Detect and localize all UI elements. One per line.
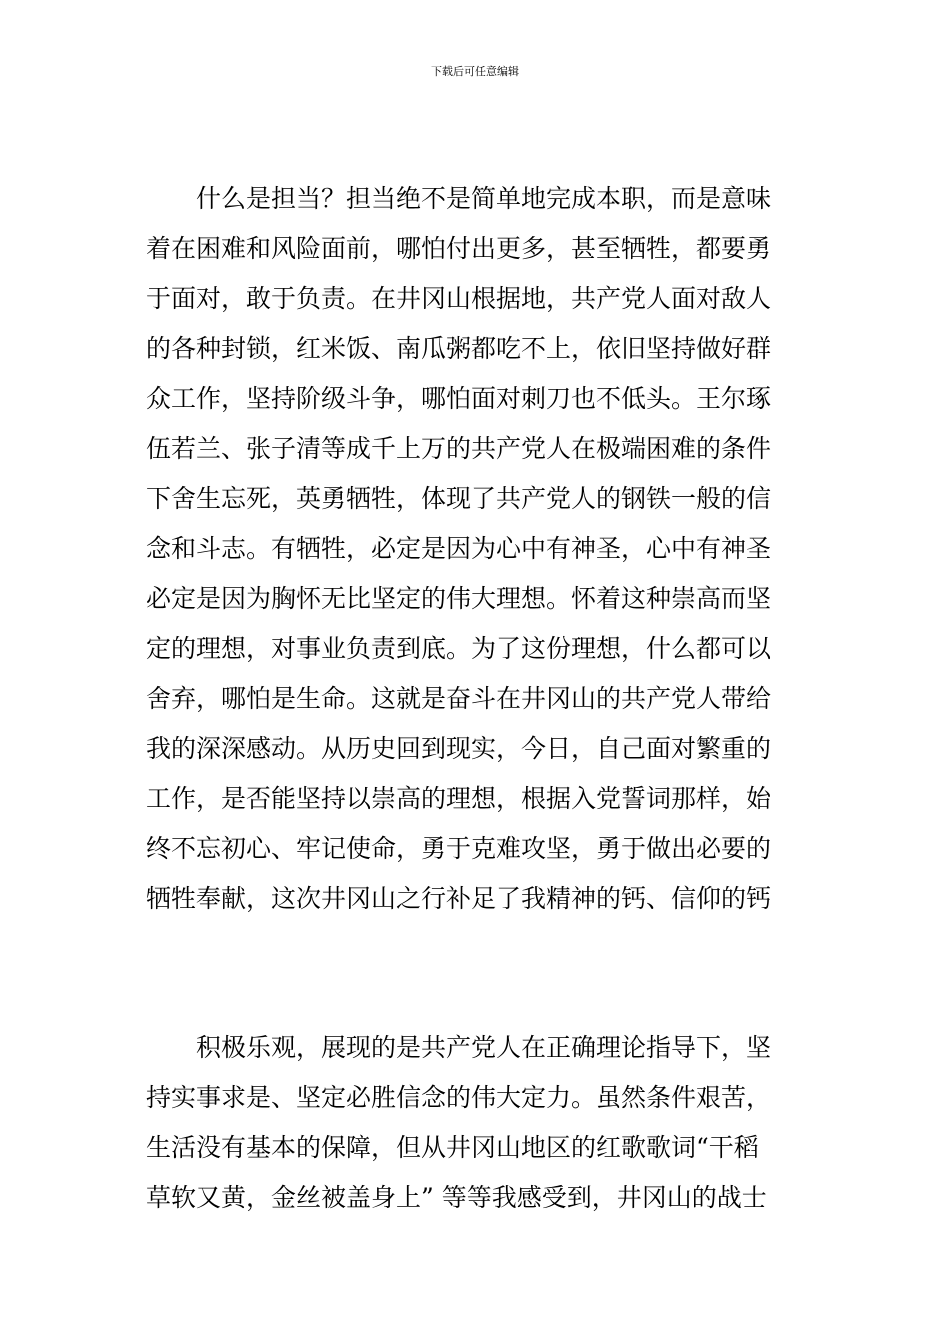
paragraph-line: 终不忘初心、牢记使命，勇于克难攻坚，勇于做出必要的 <box>146 834 772 863</box>
paragraph-line: 伍若兰、张子清等成千上万的共产党人在极端困难的条件 <box>146 434 772 463</box>
paragraph-line: 念和斗志。有牺牲，必定是因为心中有神圣，心中有神圣 <box>146 534 772 563</box>
paragraph-line: 什么是担当？担当绝不是简单地完成本职，而是意味 <box>196 184 772 213</box>
paragraph-line: 积极乐观，展现的是共产党人在正确理论指导下，坚 <box>196 1033 772 1062</box>
paragraph-line: 的各种封锁，红米饭、南瓜粥都吃不上，依旧坚持做好群 <box>146 334 772 363</box>
paragraph-line: 牺牲奉献，这次井冈山之行补足了我精神的钙、信仰的钙 <box>146 884 772 913</box>
paragraph-line: 着在困难和风险面前，哪怕付出更多，甚至牺牲，都要勇 <box>146 234 772 263</box>
page-header: 下载后可任意编辑 <box>431 65 519 78</box>
paragraph-line: 生活没有基本的保障，但从井冈山地区的红歌歌词“干稻 <box>146 1133 759 1162</box>
paragraph-line: 工作，是否能坚持以崇高的理想，根据入党誓词那样，始 <box>146 784 772 813</box>
paragraph-1 <box>146 174 806 924</box>
paragraph-line: 草软又黄，金丝被盖身上” 等等我感受到，井冈山的战士 <box>146 1183 767 1212</box>
paragraph-line: 必定是因为胸怀无比坚定的伟大理想。怀着这种崇高而坚 <box>146 584 772 613</box>
paragraph-line: 持实事求是、坚定必胜信念的伟大定力。虽然条件艰苦， <box>146 1083 772 1112</box>
paragraph-line: 我的深深感动。从历史回到现实，今日，自己面对繁重的 <box>146 734 772 763</box>
paragraph-line: 众工作，坚持阶级斗争，哪怕面对刺刀也不低头。王尔琢 <box>146 384 772 413</box>
paragraph-2 <box>146 1023 806 1223</box>
paragraph-line: 下舍生忘死，英勇牺牲，体现了共产党人的钢铁一般的信 <box>146 484 772 513</box>
paragraph-line: 于面对，敢于负责。在井冈山根据地，共产党人面对敌人 <box>146 284 772 313</box>
paragraph-line: 舍弃，哪怕是生命。这就是奋斗在井冈山的共产党人带给 <box>146 684 772 713</box>
paragraph-line: 定的理想，对事业负责到底。为了这份理想，什么都可以 <box>146 634 772 663</box>
